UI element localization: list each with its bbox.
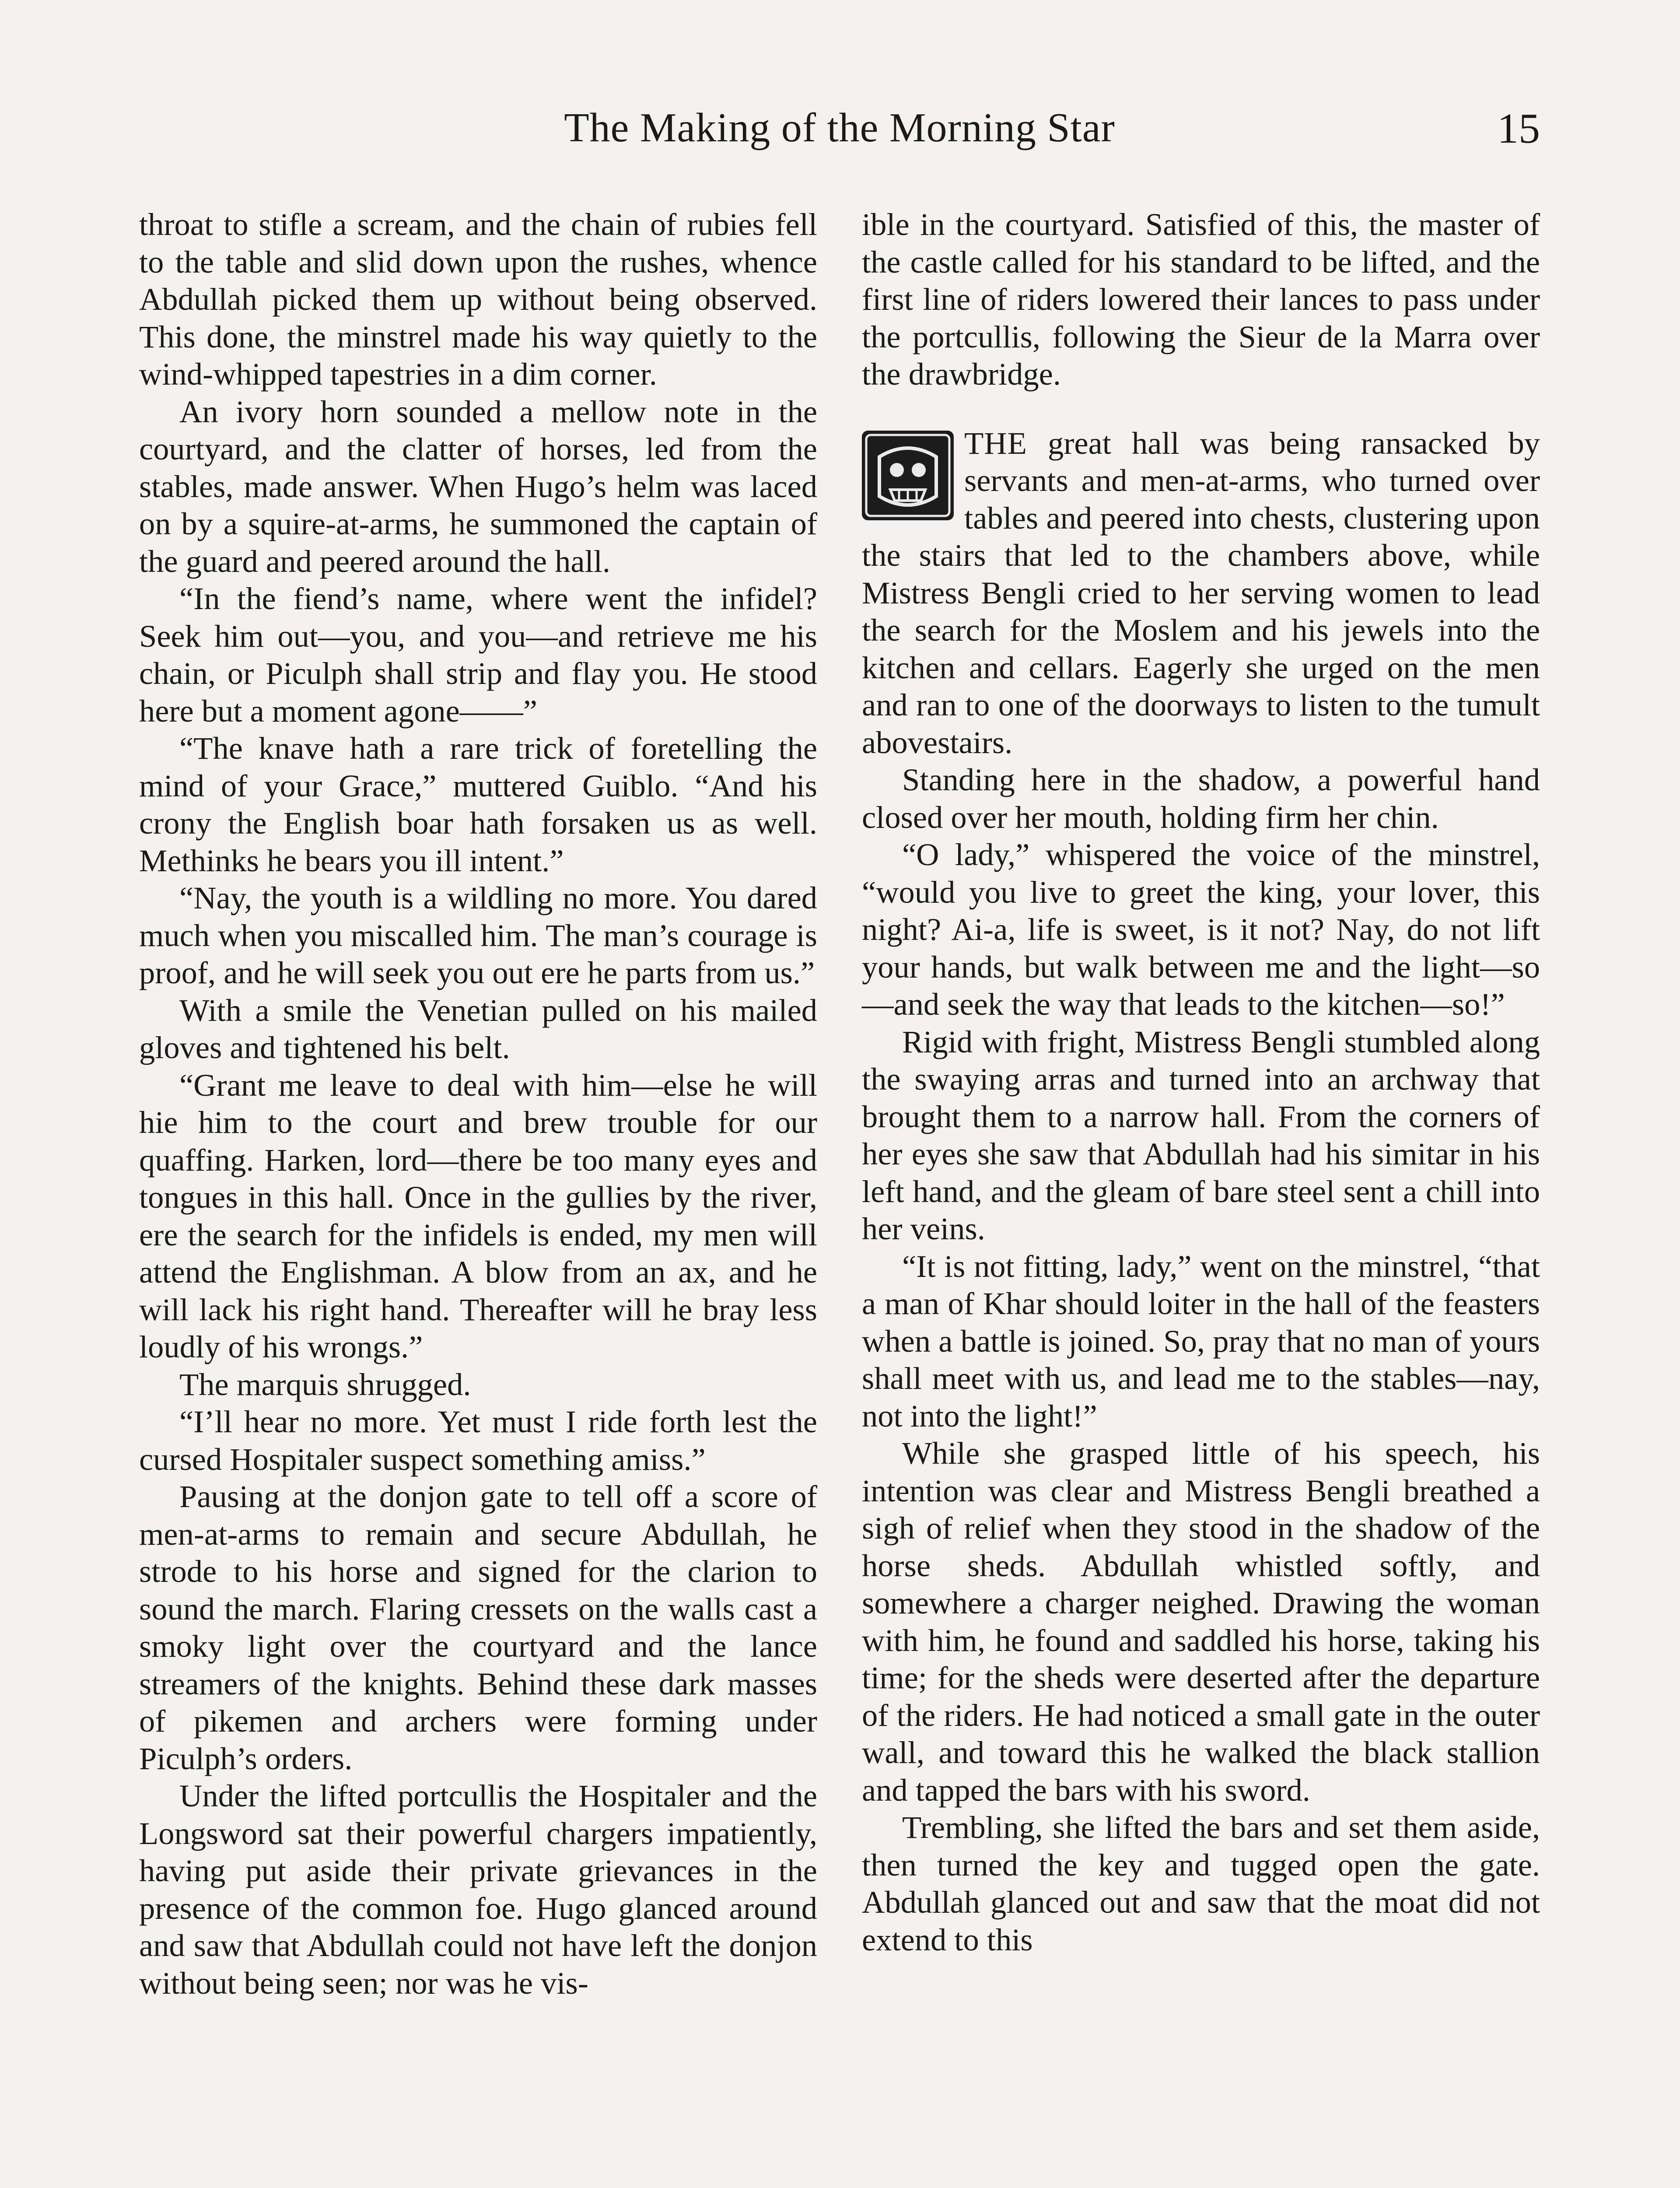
running-title: The Making of the Morning Star: [564, 105, 1115, 151]
right-column: [862, 206, 1540, 1958]
page-header: [139, 104, 1540, 161]
paragraph: “The knave hath a rare trick of foretelling the mind of your Grace,” muttered Guiblo. “And his crony the English boar hath forsaken us as well. Methinks he bears you ill intent.”: [139, 730, 817, 878]
paragraph: “In the fiend’s name, where went the infidel? Seek him out—you, and you—and retrieve me his chain, or Piculph shall strip and flay you. He stood here but a moment agone——”: [139, 581, 817, 729]
paragraph: “Nay, the youth is a wildling no more. You dared much when you miscalled him. The man’s courage is proof, and he will seek you out ere he parts from us.”: [139, 880, 817, 990]
section-break: [862, 393, 1540, 424]
paragraph: throat to stifle a scream, and the chain of rubies fell to the table and slid down upon the rushes, whence Abdullah picked them up without being observed. This done, the minstrel made his way quietly to the wind-whipped tapestries in a dim corner.: [139, 207, 817, 392]
page-number: 15: [1497, 105, 1540, 152]
paragraph: “I’ll hear no more. Yet must I ride forth lest the cursed Hospitaler suspect something amiss.”: [139, 1404, 817, 1477]
paragraph: While she grasped little of his speech, his intention was clear and Mistress Bengli breathed a sigh of relief when they stood in the shadow of the horse sheds. Abdullah whistled softly, and somewhere a charger neighed. Drawing the woman with him, he found and saddled his horse, taking his time; for the sheds were deserted after the departure of the riders. He had noticed a small gate in the outer wall, and toward this he walked the black stallion and tapped the bars with his sword.: [862, 1435, 1540, 1808]
paragraph: Trembling, she lifted the bars and set them aside, then turned the key and tugged open the gate. Abdullah glanced out and saw that the moat did not extend to this: [862, 1809, 1540, 1957]
paragraph: The marquis shrugged.: [179, 1366, 471, 1402]
paragraph: ible in the courtyard. Satisfied of this, the master of the castle called for his standard to be lifted, and the first line of riders lowered their lances to pass under the portcullis, following the Sieur de la Marra over the drawbridge.: [862, 207, 1540, 392]
section-opening-text: great hall was being ransacked by servants and men-at-arms, who turned over tables and peered into chests, clustering upon the stairs that led to the chambers above, while Mistress Bengli cried to her serving women to lead the search for the Moslem and his jewels into the kitchen and cellars. Eagerly she urged on the men and ran to one of the doorways to listen to the tumult abovestairs.: [862, 425, 1540, 760]
paragraph: An ivory horn sounded a mellow note in the courtyard, and the clatter of horses, led from the stables, made answer. When Hugo’s helm was laced on by a squire-at-arms, he summoned the captain of the guard and peered around the hall.: [139, 393, 817, 579]
paragraph: “O lady,” whispered the voice of the minstrel, “would you live to greet the king, your lover, this night? Ai-a, life is sweet, is it not? Nay, do not lift your hands, but walk between me and the light—so—and seek the way that leads to the kitchen—so!”: [862, 837, 1540, 1022]
section-lead-word: THE: [964, 425, 1027, 461]
ornamental-dropcap-icon: [862, 431, 954, 520]
paragraph: Rigid with fright, Mistress Bengli stumbled along the swaying arras and turned into an archway that brought them to a narrow hall. From the corners of her eyes she saw that Abdullah had his simitar in his left hand, and the gleam of bare steel sent a chill into her veins.: [862, 1024, 1540, 1246]
paragraph: “It is not fitting, lady,” went on the minstrel, “that a man of Khar should loiter in the hall of the feasters when a battle is joined. So, pray that no man of yours shall meet with us, and lead me to the stables—nay, not into the light!”: [862, 1248, 1540, 1434]
left-column: [139, 206, 817, 2002]
section-opening-paragraph: [862, 424, 1540, 761]
paragraph: With a smile the Venetian pulled on his mailed gloves and tightened his belt.: [139, 992, 817, 1065]
paragraph: Under the lifted portcullis the Hospitaler and the Longsword sat their powerful chargers impatiently, having put aside their private grievances in the presence of the common foe. Hugo glanced around and saw that Abdullah could not have left the donjon without being seen; nor was he vis-: [139, 1778, 817, 2001]
paragraph: “Grant me leave to deal with him—else he will hie him to the court and brew trouble for our quaffing. Harken, lord—there be too many eyes and tongues in this hall. Once in the gullies by the river, ere the search for the infidels is ended, my men will attend the Englishman. A blow from an ax, and he will lack his right hand. Thereafter will he bray less loudly of his wrongs.”: [139, 1067, 817, 1364]
paragraph: Pausing at the donjon gate to tell off a score of men-at-arms to remain and secure Abdullah, he strode to his horse and signed for the clarion to sound the march. Flaring cressets on the walls cast a smoky light over the courtyard and the lance streamers of the knights. Behind these dark masses of pikemen and archers were forming under Piculph’s orders.: [139, 1479, 817, 1776]
paragraph: Standing here in the shadow, a powerful hand closed over her mouth, holding firm her chin.: [862, 762, 1540, 835]
